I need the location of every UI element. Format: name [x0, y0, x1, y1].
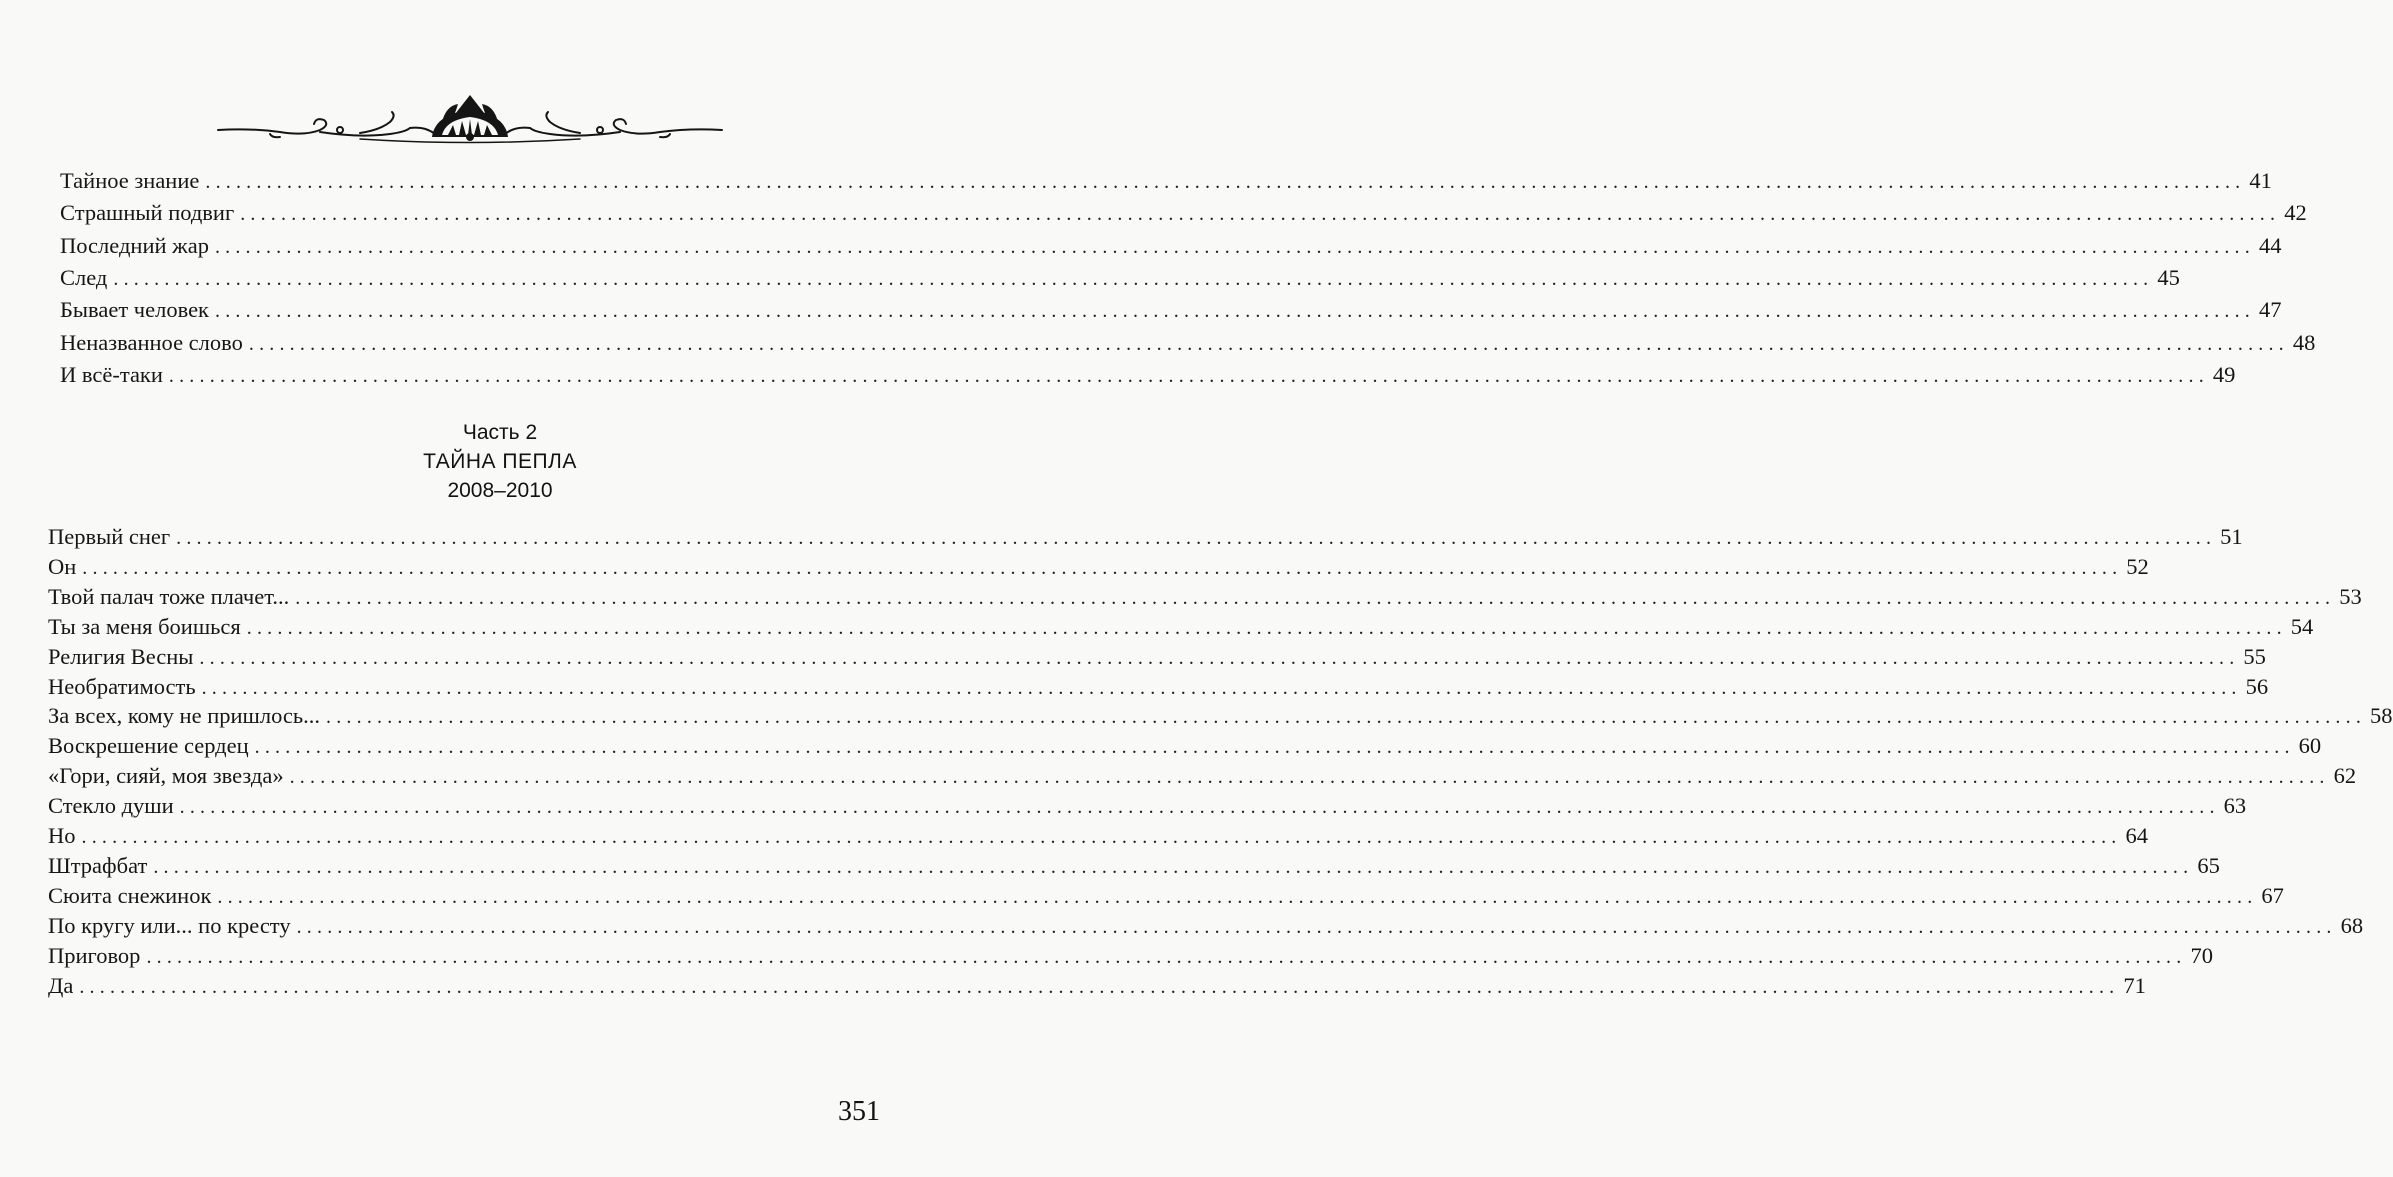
dot-leader: ........................................................................................................................................................................................................: [79, 975, 2120, 998]
dot-leader: ........................................................................................................................................................................................................: [296, 915, 2337, 938]
dot-leader: ........................................................................................................................................................................................................: [201, 676, 2242, 699]
toc-entry-title: «Гори, сияй, моя звезда»: [48, 763, 284, 789]
toc-entry: [48, 972, 2146, 1001]
toc-entry-page: 47: [2259, 297, 2282, 323]
toc-entry-title: Тайное знание: [60, 168, 200, 193]
toc-entry: [48, 732, 2322, 761]
dot-leader: ........................................................................................................................................................................................................: [146, 945, 2187, 968]
toc-entry: [48, 762, 2357, 791]
dot-leader: ........................................................................................................................................................................................................: [179, 796, 2220, 819]
toc-entry: [48, 912, 2364, 941]
header-ornament-icon: [210, 92, 730, 162]
toc-entry: [48, 523, 2243, 552]
toc-entry: [48, 553, 2149, 582]
toc-entry: [60, 296, 2282, 325]
toc-entry-page: 42: [2284, 200, 2307, 226]
toc-entry-title: Стекло души: [48, 793, 174, 819]
toc-entry-title: Воскрешение сердец: [48, 733, 249, 759]
toc-entry-title: Да: [48, 972, 74, 998]
toc-entry-title: Твой палач тоже плачет...: [48, 583, 290, 609]
toc-entry-page: 45: [2157, 264, 2180, 290]
dot-leader: ........................................................................................................................................................................................................: [215, 300, 2255, 323]
toc-entry-page: 71: [2123, 972, 2146, 998]
dot-leader: ........................................................................................................................................................................................................: [289, 766, 2330, 789]
part-2-heading: [200, 418, 800, 505]
dot-leader: ........................................................................................................................................................................................................: [248, 332, 2289, 355]
dot-leader: ........................................................................................................................................................................................................: [113, 267, 2154, 290]
dot-leader: ........................................................................................................................................................................................................: [295, 586, 2336, 609]
toc-entry-page: 54: [2290, 613, 2314, 639]
dot-leader: ........................................................................................................................................................................................................: [240, 203, 2281, 226]
toc-entry-page: 70: [2190, 942, 2213, 968]
toc-entry: [60, 167, 2272, 196]
toc-entry-title: За всех, кому не пришлось...: [48, 703, 321, 729]
toc-entry-title: Штрафбат: [48, 852, 148, 878]
toc-entry-title: Ты за меня боишься: [48, 613, 241, 639]
toc-entry-page: 63: [2223, 793, 2247, 819]
dot-leader: ........................................................................................................................................................................................................: [214, 235, 2255, 258]
toc-entry: [48, 942, 2213, 971]
toc-entry: [48, 583, 2362, 612]
dot-leader: ........................................................................................................................................................................................................: [254, 736, 2295, 759]
toc-entry-page: 60: [2298, 733, 2322, 759]
part-label: Часть 2: [462, 421, 538, 444]
toc-entry-page: 41: [2249, 168, 2272, 193]
toc-entry-title: Страшный подвиг: [60, 200, 235, 226]
page-number: 351: [838, 1096, 880, 1127]
part-years: 2008–2010: [447, 479, 553, 502]
toc-entry-page: 56: [2245, 673, 2269, 699]
toc-entry: [48, 673, 2269, 702]
toc-entry: [48, 852, 2220, 881]
toc-entry-page: 67: [2261, 882, 2284, 908]
dot-leader: ........................................................................................................................................................................................................: [217, 885, 2258, 908]
toc-entry-title: И всё-таки: [60, 361, 163, 387]
toc-entry-title: След: [60, 264, 108, 290]
toc-entry: [48, 792, 2247, 821]
toc-entry-title: Последний жар: [60, 232, 209, 258]
toc-entry-page: 65: [2197, 852, 2220, 878]
toc-entry: [60, 199, 2307, 228]
toc-entry-page: 51: [2220, 524, 2243, 549]
toc-entry-page: 55: [2243, 643, 2266, 669]
toc-entry: [48, 702, 2393, 731]
toc-entry-page: 58: [2370, 703, 2393, 729]
toc-entry: [60, 361, 2236, 390]
dot-leader: ........................................................................................................................................................................................................: [168, 364, 2209, 387]
dot-leader: ........................................................................................................................................................................................................: [81, 826, 2122, 848]
toc-entry-title: Но: [48, 823, 76, 848]
part-title: ТАЙНА ПЕПЛА: [423, 450, 577, 473]
toc-entry-title: Религия Весны: [48, 643, 194, 669]
toc-entry-page: 44: [2258, 232, 2282, 258]
toc-entry: [48, 822, 2148, 851]
toc-entry-title: По кругу или... по кресту: [48, 912, 291, 938]
dot-leader: ........................................................................................................................................................................................................: [82, 556, 2123, 579]
toc-entry-title: Он: [48, 553, 77, 579]
toc-entry-title: Сюита снежинок: [48, 882, 212, 908]
dot-leader: ........................................................................................................................................................................................................: [326, 706, 2367, 729]
dot-leader: ........................................................................................................................................................................................................: [205, 171, 2246, 193]
toc-entry-title: Неназванное слово: [60, 329, 243, 355]
toc-entry: [60, 232, 2282, 261]
toc-entry-title: Бывает человек: [60, 297, 209, 323]
toc-entry-page: 49: [2212, 361, 2236, 387]
toc-entry-page: 62: [2333, 763, 2357, 789]
toc-entry-title: Первый снег: [48, 524, 171, 549]
toc-entry-page: 48: [2292, 329, 2316, 355]
dot-leader: ........................................................................................................................................................................................................: [199, 646, 2240, 669]
toc-entry: [48, 882, 2284, 911]
toc-entry-page: 64: [2125, 823, 2148, 848]
toc-entry: [48, 643, 2266, 672]
toc-entry: [60, 329, 2316, 358]
toc-entry-page: 68: [2340, 912, 2364, 938]
dot-leader: ........................................................................................................................................................................................................: [176, 527, 2217, 549]
toc-entry-page: 52: [2126, 553, 2149, 579]
dot-leader: ........................................................................................................................................................................................................: [246, 616, 2287, 639]
dot-leader: ........................................................................................................................................................................................................: [153, 855, 2194, 878]
toc-entry-page: 53: [2339, 583, 2362, 609]
toc-entry-title: Приговор: [48, 942, 141, 968]
toc-entry: [48, 613, 2314, 642]
toc-entry: [60, 264, 2180, 293]
toc-entry-title: Необратимость: [48, 673, 196, 699]
